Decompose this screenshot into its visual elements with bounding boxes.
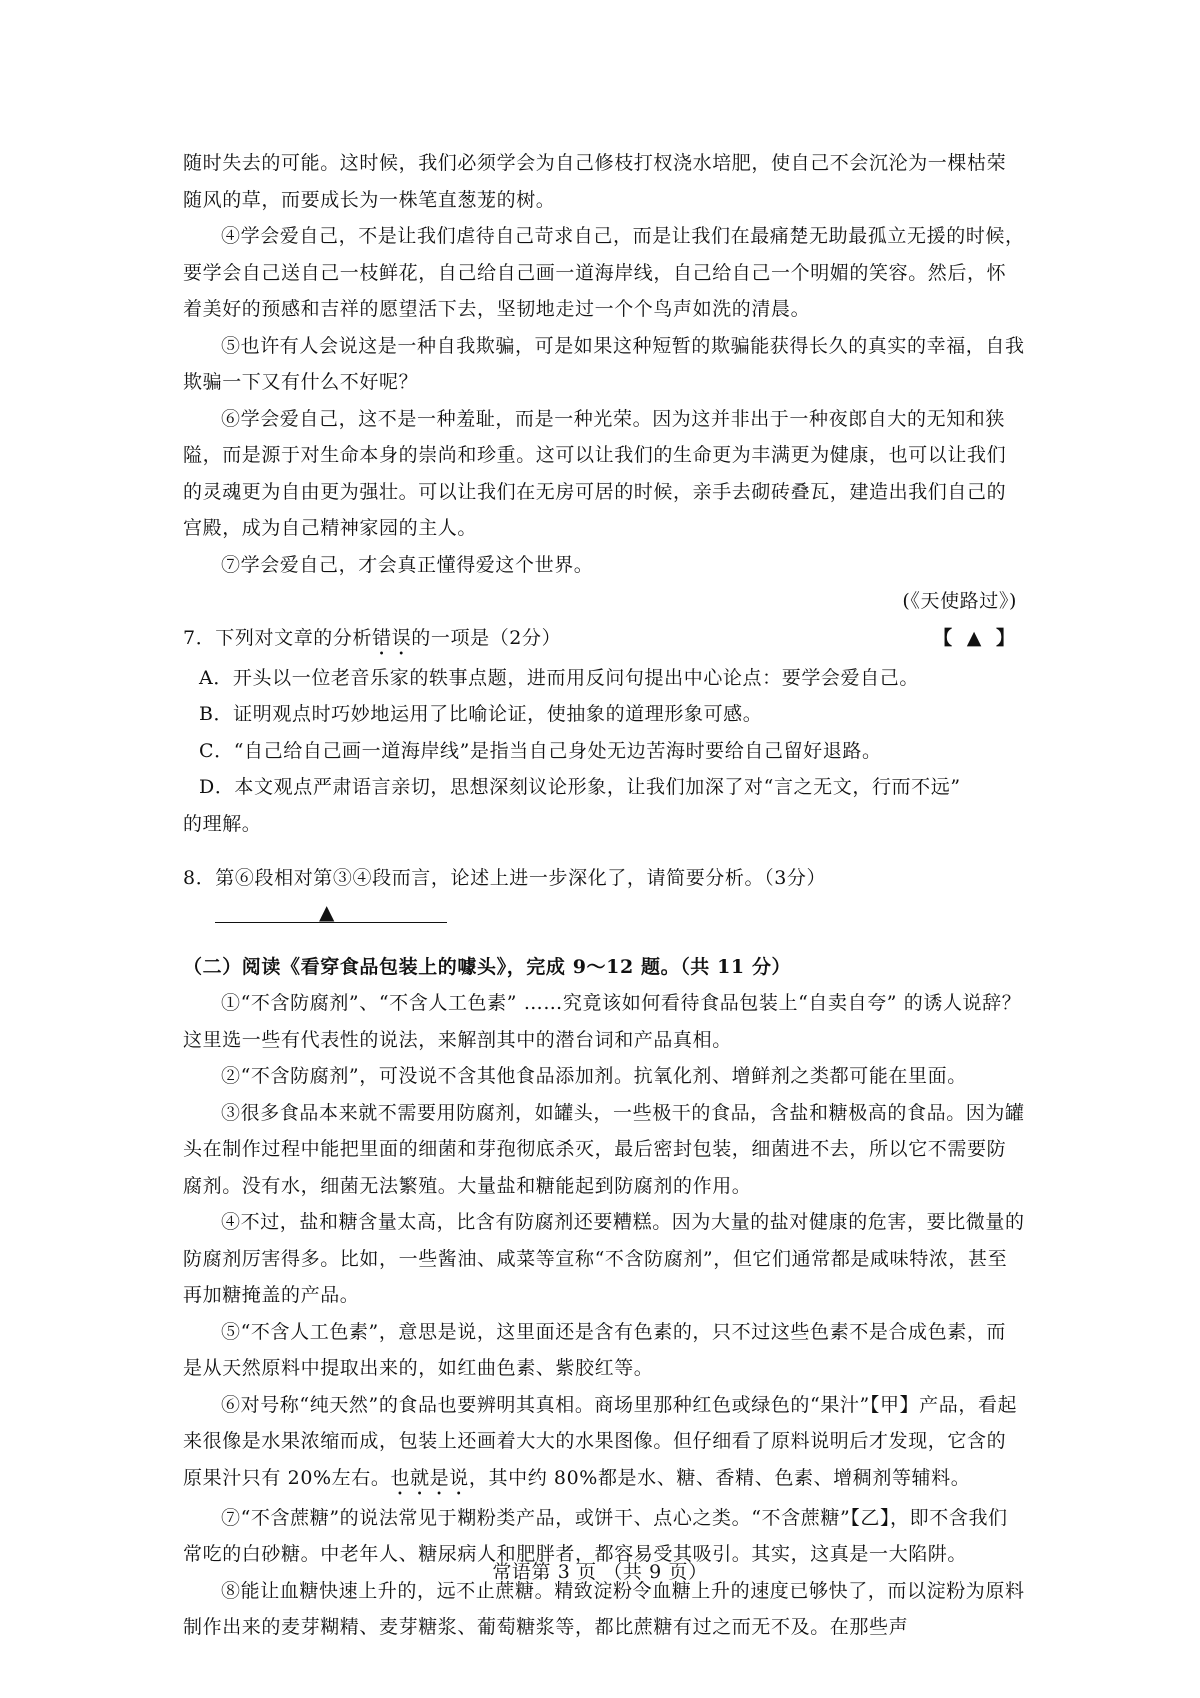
section-2-paragraph-2: ②“不含防腐剂”，可没说不含其他食品添加剂。抗氧化剂、增鲜剂之类都可能在里面。 (221, 1065, 967, 1087)
option-d: D．本文观点严肃语言亲切，思想深刻议论形象，让我们加深了对“言之无文，行而不远” (199, 776, 961, 798)
answer-marker: ▲ (319, 899, 335, 924)
option-d-continuation: 的理解。 (183, 812, 262, 835)
question-7-text: 7．下列对文章的分析错误的一项是（2分） (183, 626, 562, 649)
page-content (183, 145, 1025, 1646)
passage-continuation: 随时失去的可能。这时候，我们必须学会为自己修枝打杈浇水培肥，使自己不会沉沦为一棵枯荣随风的草，而要成长为一株笔直葱茏的树。 (183, 152, 1007, 211)
answer-line (215, 897, 447, 933)
page-footer: 常语第 3 页 （共 9 页） (492, 1561, 708, 1583)
emphasis-that-is: 也就是说 (390, 1466, 469, 1489)
section-2-paragraph-1: ①“不含防腐剂”、“不含人工色素” ……究竟该如何看待食品包装上“自卖自夸” 的诱人说辞？这里选一些有代表性的说法，来解剖其中的潜台词和产品真相。 (183, 992, 1022, 1051)
passage-paragraph-4: ④学会爱自己，不是让我们虐待自己苛求自己，而是让我们在最痛楚无助最孤立无援的时候，要学会自己送自己一枝鲜花，自己给自己画一道海岸线，自己给自己一个明媚的笑容。然后，怀着美好的预感和吉祥的愿望活下去，坚韧地走过一个个鸟声如洗的清晨。 (183, 225, 1025, 320)
option-c: C．“自己给自己画一道海岸线”是指当自己身处无边苦海时要给自己留好退路。 (199, 739, 882, 762)
emphasis-wrong: 错误 (372, 626, 412, 649)
answer-bracket: 【 ▲ 】 (933, 626, 1019, 649)
option-b: B．证明观点时巧妙地运用了比喻论证，使抽象的道理形象可感。 (199, 703, 763, 725)
option-a: A．开头以一位老音乐家的轶事点题，进而用反问句提出中心论点：要学会爱自己。 (199, 666, 919, 689)
section-2-paragraph-3: ③很多食品本来就不需要用防腐剂，如罐头，一些极干的食品，含盐和糖极高的食品。因为罐头在制作过程中能把里面的细菌和芽孢彻底杀灭，最后密封包装，细菌进不去，所以它不需要防腐剂。没有水，细菌无法繁殖。大量盐和糖能起到防腐剂的作用。 (183, 1101, 1025, 1197)
question-8-stem: 8．第⑥段相对第③④段而言，论述上进一步深化了，请简要分析。（3分） (183, 867, 827, 889)
question-7-stem (183, 620, 1025, 660)
section-2-paragraph-4: ④不过，盐和糖含量太高，比含有防腐剂还要糟糕。因为大量的盐对健康的危害，要比微量的防腐剂厉害得多。比如，一些酱油、咸菜等宣称“不含防腐剂”，但它们通常都是咸味特浓，甚至再加糖掩盖的产品。 (183, 1211, 1025, 1306)
passage-paragraph-7: ⑦学会爱自己，才会真正懂得爱这个世界。 (221, 553, 594, 576)
passage-source: (《天使路过》) (902, 590, 1017, 612)
section-2-title: （二）阅读《看穿食品包装上的噱头》，完成 9～12 题。（共 11 分） (183, 955, 792, 978)
section-2-paragraph-5: ⑤“不含人工色素”，意思是说，这里面还是含有色素的，只不过这些色素不是合成色素，而是从天然原料中提取出来的，如红曲色素、紫胶红等。 (183, 1320, 1007, 1379)
passage-paragraph-5: ⑤也许有人会说这是一种自我欺骗，可是如果这种短暂的欺骗能获得长久的真实的幸福，自我欺骗一下又有什么不好呢？ (183, 334, 1025, 393)
passage-paragraph-6: ⑥学会爱自己，这不是一种羞耻，而是一种光荣。因为这并非出于一种夜郎自大的无知和狭隘，而是源于对生命本身的崇尚和珍重。这可以让我们的生命更为丰满更为健康，也可以让我们的灵魂更为自由更为强壮。可以让我们在无房可居的时候，亲手去砌砖叠瓦，建造出我们自己的宫殿，成为自己精神家园的主人。 (183, 407, 1007, 539)
section-2-paragraph-8: ⑧能让血糖快速上升的，远不止蔗糖。精致淀粉令血糖上升的速度已够快了，而以淀粉为原料制作出来的麦芽糊精、麦芽糖浆、葡萄糖浆等，都比蔗糖有过之而无不及。在那些声 (183, 1579, 1025, 1638)
section-2-paragraph-7: ⑦“不含蔗糖”的说法常见于糊粉类产品，或饼干、点心之类。“不含蔗糖”【乙】，即不含我们常吃的白砂糖。中老年人、糖尿病人和肥胖者，都容易受其吸引。其实，这真是一大陷阱。 (183, 1506, 1008, 1565)
section-2-paragraph-6: ⑥对号称“纯天然”的食品也要辨明其真相。商场里那种红色或绿色的“果汁”【甲】产品，看起来很像是水果浓缩而成，包装上还画着大大的水果图像。但仔细看了原料说明后才发现，它含的原果汁只有 20%左右。也就是说，其中约 80%都是水、糖、香精、色素、增稠剂等辅料。 (183, 1393, 1018, 1489)
